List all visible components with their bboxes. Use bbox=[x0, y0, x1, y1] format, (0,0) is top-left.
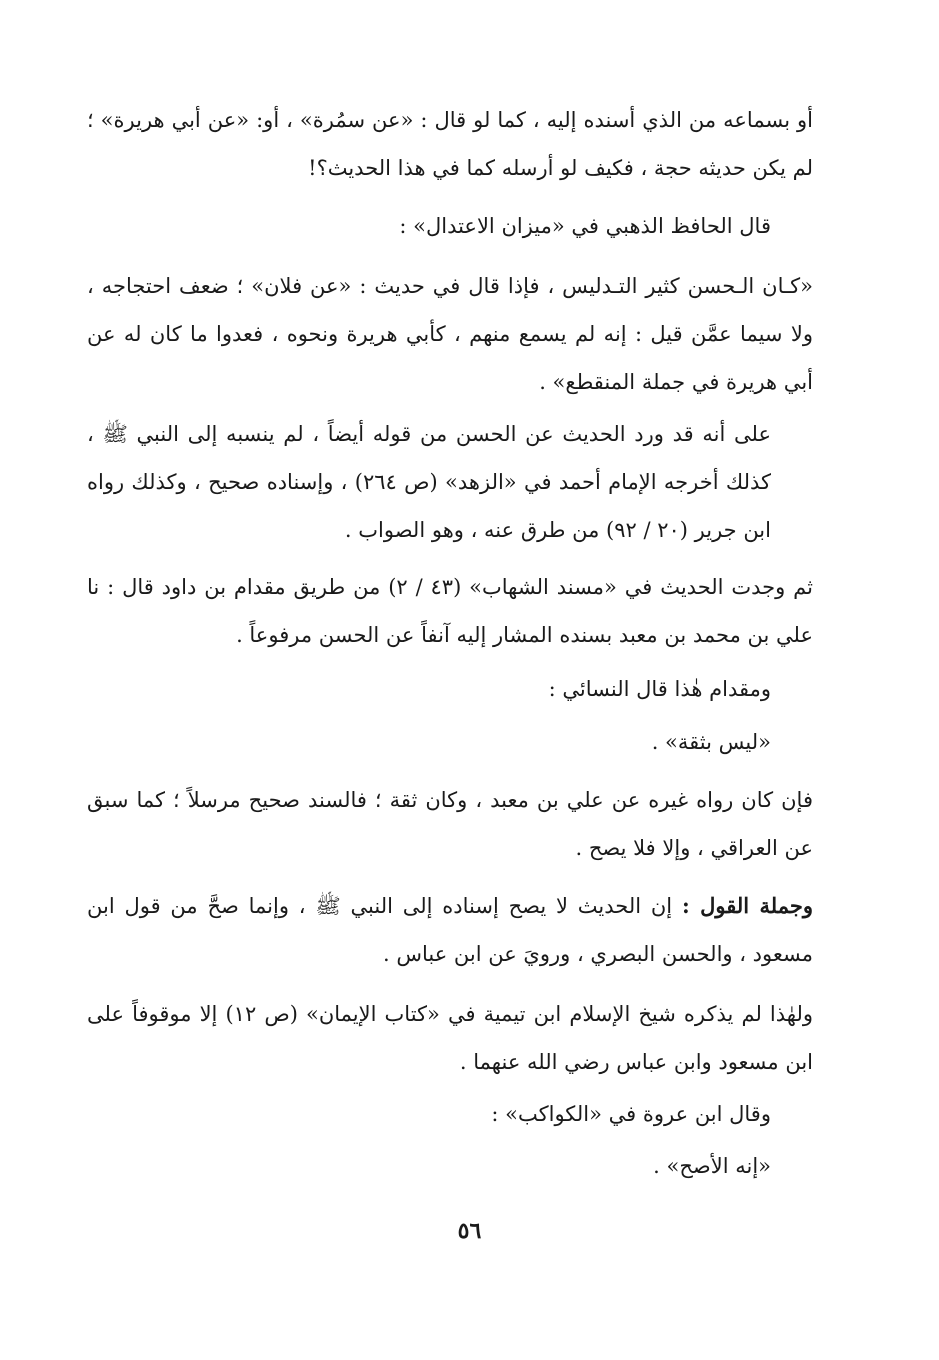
paragraph-hasan-qawl bbox=[87, 410, 813, 554]
paragraph-text: «ليس بثقة» . bbox=[651, 730, 771, 754]
paragraph-text: ولهٰذا لم يذكره شيخ الإسلام ابن تيمية في «كتاب الإيمان» (ص ١٢) إلا موقوفاً على ابن مسعود وابن عباس رضي الله عنهما . bbox=[87, 1002, 813, 1074]
paragraph-lead: وجملة القول : bbox=[681, 893, 813, 918]
paragraph-nasai-quote bbox=[87, 718, 813, 766]
paragraph-text: وقال ابن عروة في «الكواكب» : bbox=[491, 1102, 771, 1126]
paragraph-ibn-urwa bbox=[87, 1090, 813, 1138]
paragraph-sama bbox=[87, 96, 813, 192]
paragraph-text: «إنه الأصح» . bbox=[653, 1154, 771, 1178]
paragraph-text: ومقدام هٰذا قال النسائي : bbox=[548, 677, 771, 701]
paragraph-miqdam bbox=[87, 665, 813, 713]
paragraph-dhahabi-quote bbox=[87, 262, 813, 406]
paragraph-text: «كـان الـحسن كثير التـدليس ، فإذا قال في حديث : «عن فلان» ؛ ضعف احتجاجه ، ولا سيما عمَّن قيل : إنه لم يسمع منهم ، كأبي هريرة ونحوه ، فعدوا ما كان له عن أبي هريرة في جملة المنقطع» . bbox=[87, 274, 813, 394]
paragraph-text: إن الحديث لا يصح إسناده إلى النبي ﷺ ، وإنما صحَّ من قول ابن مسعود ، والحسن البصري ، ورويَ عن ابن عباس . bbox=[87, 894, 813, 966]
paragraph-ibn-taymiyya bbox=[87, 990, 813, 1086]
paragraph-asahh bbox=[87, 1142, 813, 1190]
paragraph-text: ثم وجدت الحديث في «مسند الشهاب» (٤٣ / ٢) من طريق مقدام بن داود قال : نا علي بن محمد بن معبد بسنده المشار إليه آنفاً عن الحسن مرفوعاً . bbox=[87, 575, 813, 647]
paragraph-ali-maabad bbox=[87, 776, 813, 872]
paragraph-text: على أنه قد ورد الحديث عن الحسن من قوله أيضاً ، لم ينسبه إلى النبي ﷺ ، كذلك أخرجه الإمام أحمد في «الزهد» (ص ٢٦٤) ، وإسناده صحيح ، وكذلك رواه ابن جرير (٢٠ / ٩٢) من طرق عنه ، وهو الصواب . bbox=[87, 422, 771, 542]
paragraph-musnad-shihab bbox=[87, 563, 813, 659]
paragraph-text: أو بسماعه من الذي أسنده إليه ، كما لو قال : «عن سمُرة» ، أو: «عن أبي هريرة» ؛ لم يكن حديثه حجة ، فكيف لو أرسله كما في هذا الحديث؟! bbox=[87, 108, 813, 180]
page-number: ٥٦ bbox=[457, 1218, 482, 1244]
paragraph-dhahabi-intro bbox=[87, 202, 813, 250]
paragraph-jumlat-qawl bbox=[87, 882, 813, 978]
paragraph-text: فإن كان رواه غيره عن علي بن معبد ، وكان ثقة ؛ فالسند صحيح مرسلاً ؛ كما سبق عن العراقي ، وإلا فلا يصح . bbox=[87, 788, 813, 860]
paragraph-text: قال الحافظ الذهبي في «ميزان الاعتدال» : bbox=[399, 214, 771, 238]
